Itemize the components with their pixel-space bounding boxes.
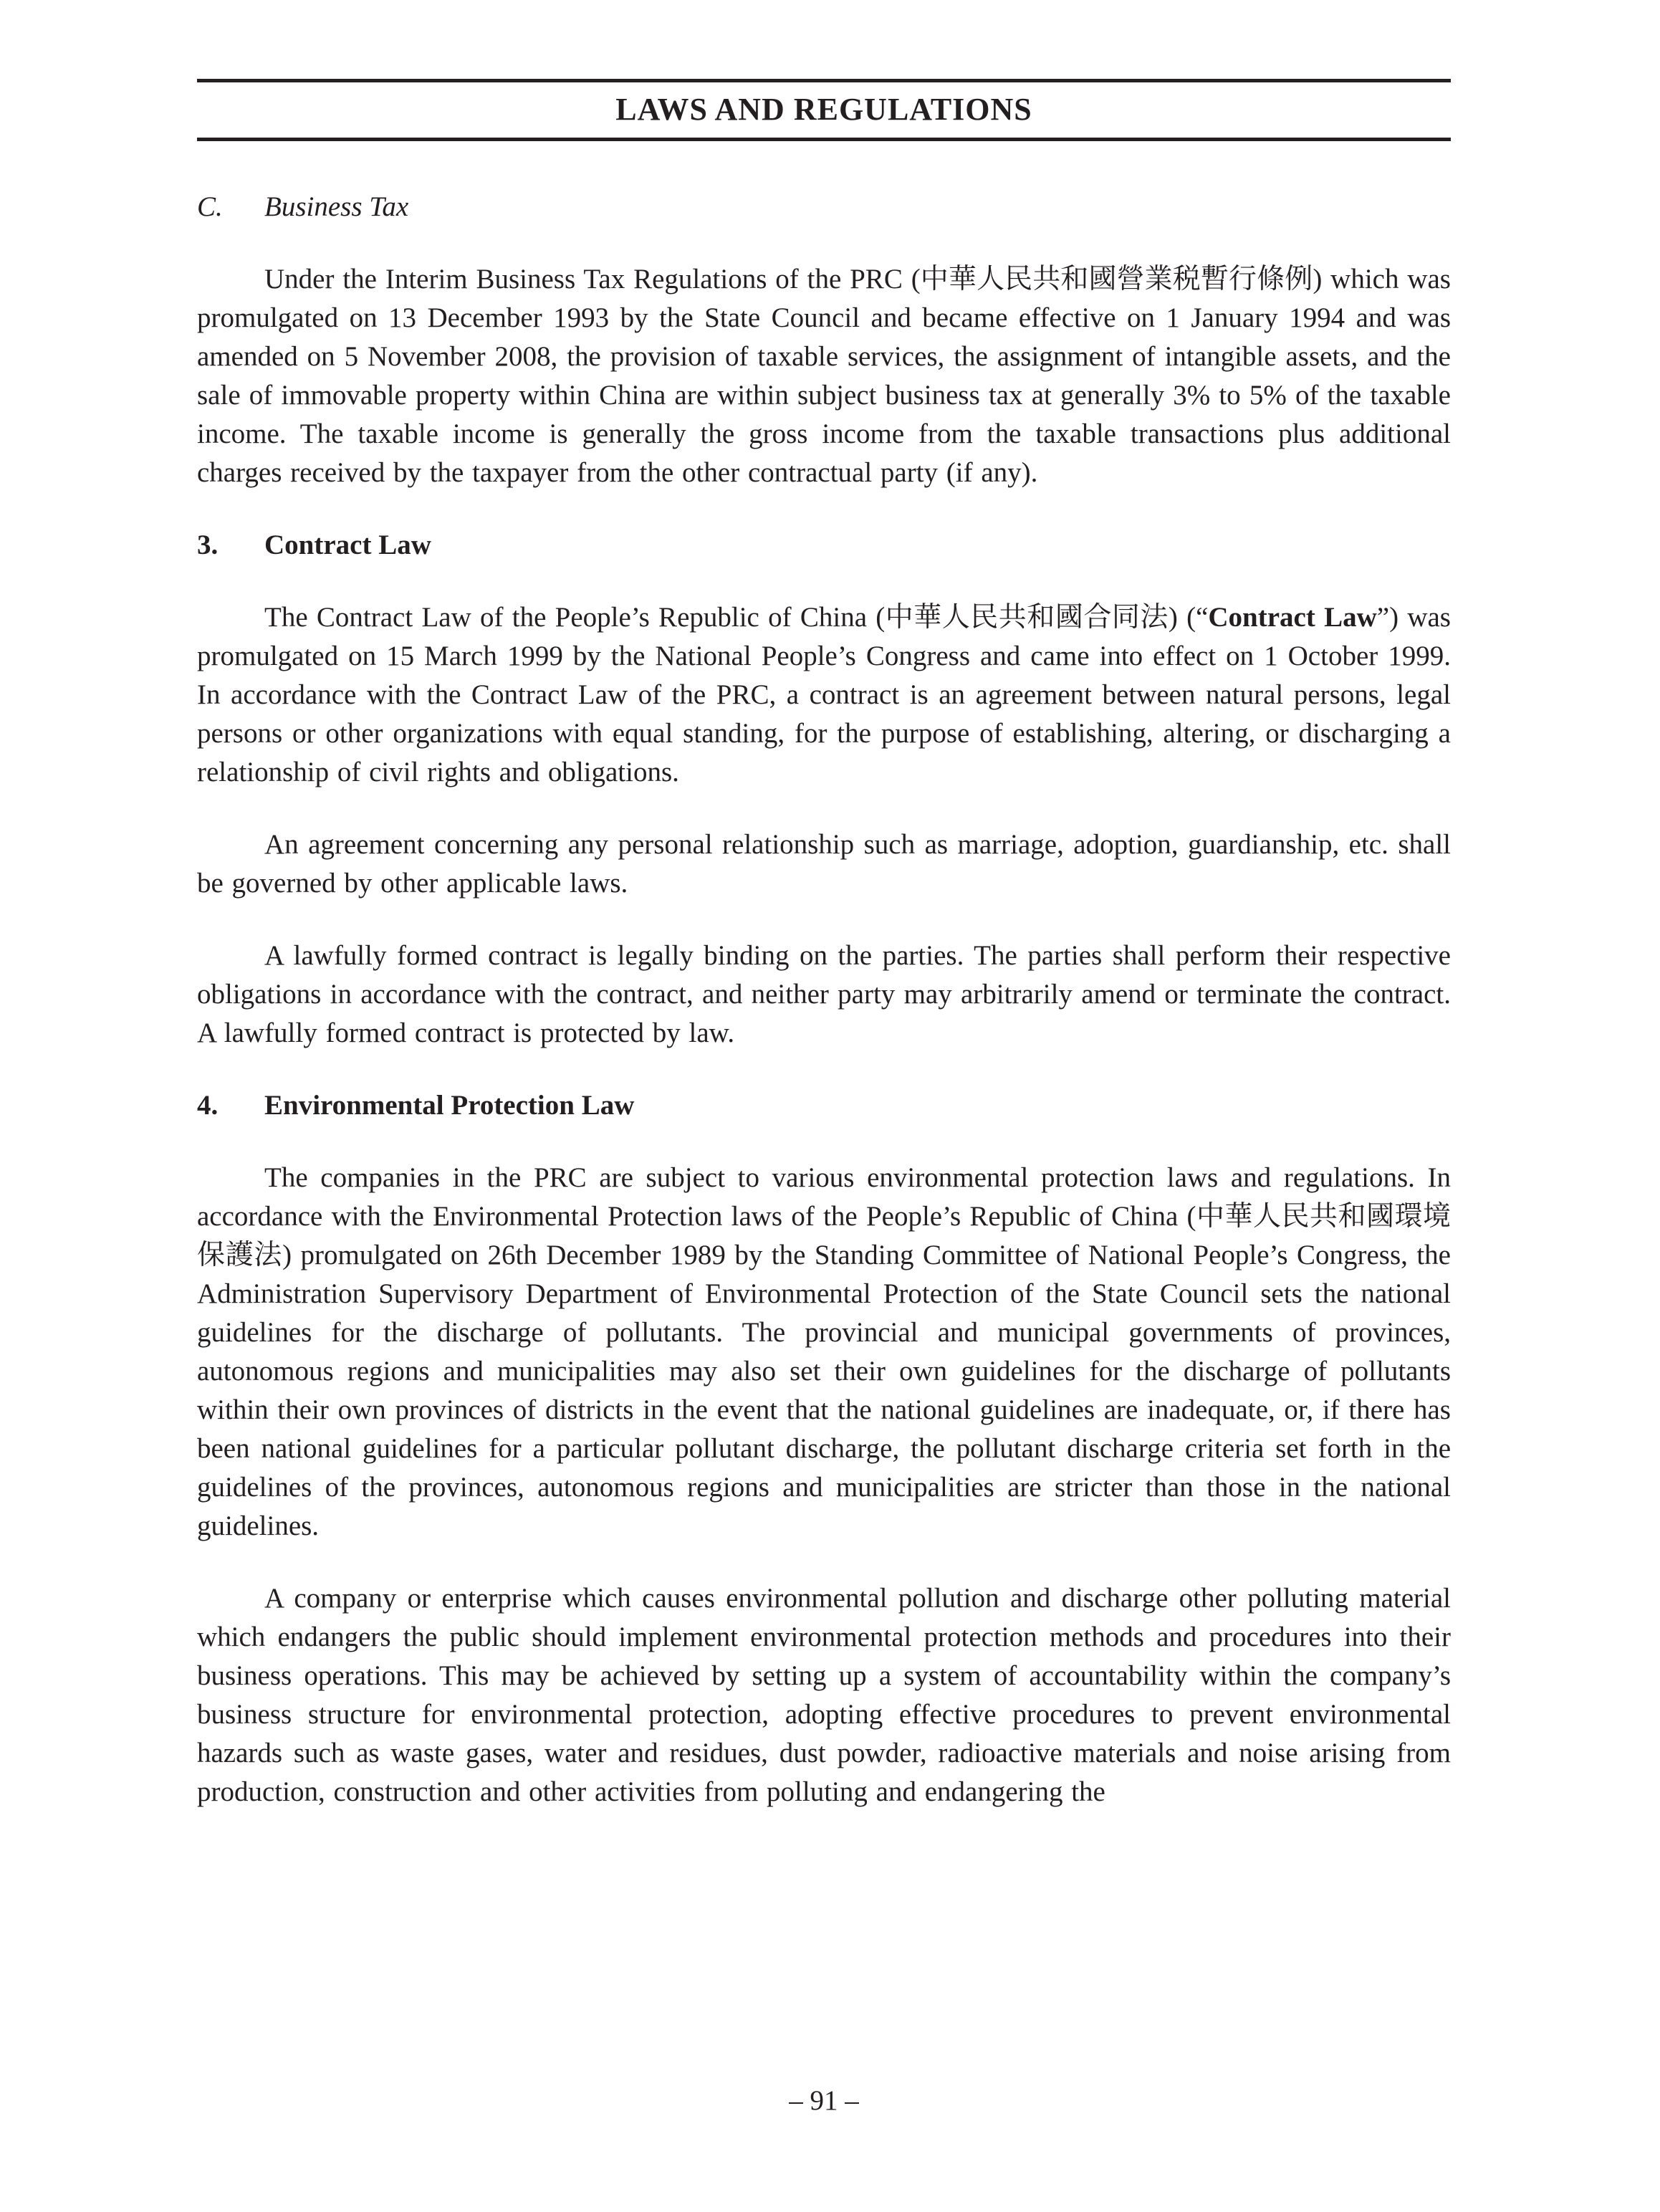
section-4-heading bbox=[197, 1086, 1451, 1125]
section-number: 3. bbox=[197, 530, 219, 560]
contract-law-paragraph-1 bbox=[197, 598, 1451, 792]
section-number: 4. bbox=[197, 1090, 219, 1121]
contract-law-paragraph-3: A lawfully formed contract is legally binding on the parties. The parties shall perform their respective obligations in accordance with the contract, and neither party may arbitrarily amend or terminate the contract. A lawfully formed contract is protected by law. bbox=[197, 940, 1451, 1048]
page-content bbox=[197, 188, 1451, 1845]
subsection-title: Business Tax bbox=[264, 191, 409, 222]
section-3-heading bbox=[197, 526, 1451, 565]
subsection-letter: C. bbox=[197, 191, 223, 222]
section-title: Contract Law bbox=[264, 530, 431, 560]
contract-law-paragraph-2: An agreement concerning any personal relationship such as marriage, adoption, guardianship, etc. shall be governed by other applicable laws. bbox=[197, 829, 1451, 899]
contract-law-text-start: The Contract Law of the People’s Republic of China (中華人民共和國合同法) (“ bbox=[264, 602, 1209, 633]
subsection-c-heading bbox=[197, 188, 1451, 226]
defined-term-contract-law: Contract Law bbox=[1208, 602, 1377, 633]
contract-law-text-rest: ”) was promulgated on 15 March 1999 by the National People’s Congress and came into effect on 1 October 1999. In accordance with the Contract Law of the PRC, a contract is an agreement between natural persons, legal persons or other organizations with equal standing, for the purpose of establishing, altering, or discharging a relationship of civil rights and obligations. bbox=[197, 602, 1451, 787]
running-header-title: LAWS AND REGULATIONS bbox=[615, 92, 1032, 127]
environmental-law-paragraph-2: A company or enterprise which causes environmental pollution and discharge other polluting material which endangers the public should implement environmental protection methods and procedures into their business operations. This may be achieved by setting up a system of accountability within the company’s business structure for environmental protection, adopting effective procedures to prevent environmental hazards such as waste gases, water and residues, dust powder, radioactive materials and noise arising from production, construction and other activities from polluting and endangering the bbox=[197, 1583, 1451, 1807]
environmental-law-paragraph-1: The companies in the PRC are subject to various environmental protection laws and regulations. In accordance with the Environmental Protection laws of the People’s Republic of China (中華人民共和國環境保護法) promulgated on 26th December 1989 by the Standing Committee of National People’s Congress, the Administration Supervisory Department of Environmental Protection of the State Council sets the national guidelines for the discharge of pollutants. The provincial and municipal governments of provinces, autonomous regions and municipalities may also set their own guidelines for the discharge of pollutants within their own provinces of districts in the event that the national guidelines are inadequate, or, if there has been national guidelines for a particular pollutant discharge, the pollutant discharge criteria set forth in the guidelines of the provinces, autonomous regions and municipalities are stricter than those in the national guidelines. bbox=[197, 1162, 1451, 1541]
section-title: Environmental Protection Law bbox=[264, 1090, 635, 1121]
page-number: – 91 – bbox=[789, 2085, 859, 2116]
header-top-rule bbox=[197, 79, 1451, 82]
header-bottom-rule bbox=[197, 138, 1451, 141]
business-tax-paragraph: Under the Interim Business Tax Regulations of the PRC (中華人民共和國營業税暫行條例) which was promulgated on 13 December 1993 by the State Council and became effective on 1 January 1994 and was amended on 5 November 2008, the provision of taxable services, the assignment of intangible assets, and the sale of immovable property within China are within subject business tax at generally 3% to 5% of the taxable income. The taxable income is generally the gross income from the taxable transactions plus additional charges received by the taxpayer from the other contractual party (if any). bbox=[197, 264, 1451, 488]
